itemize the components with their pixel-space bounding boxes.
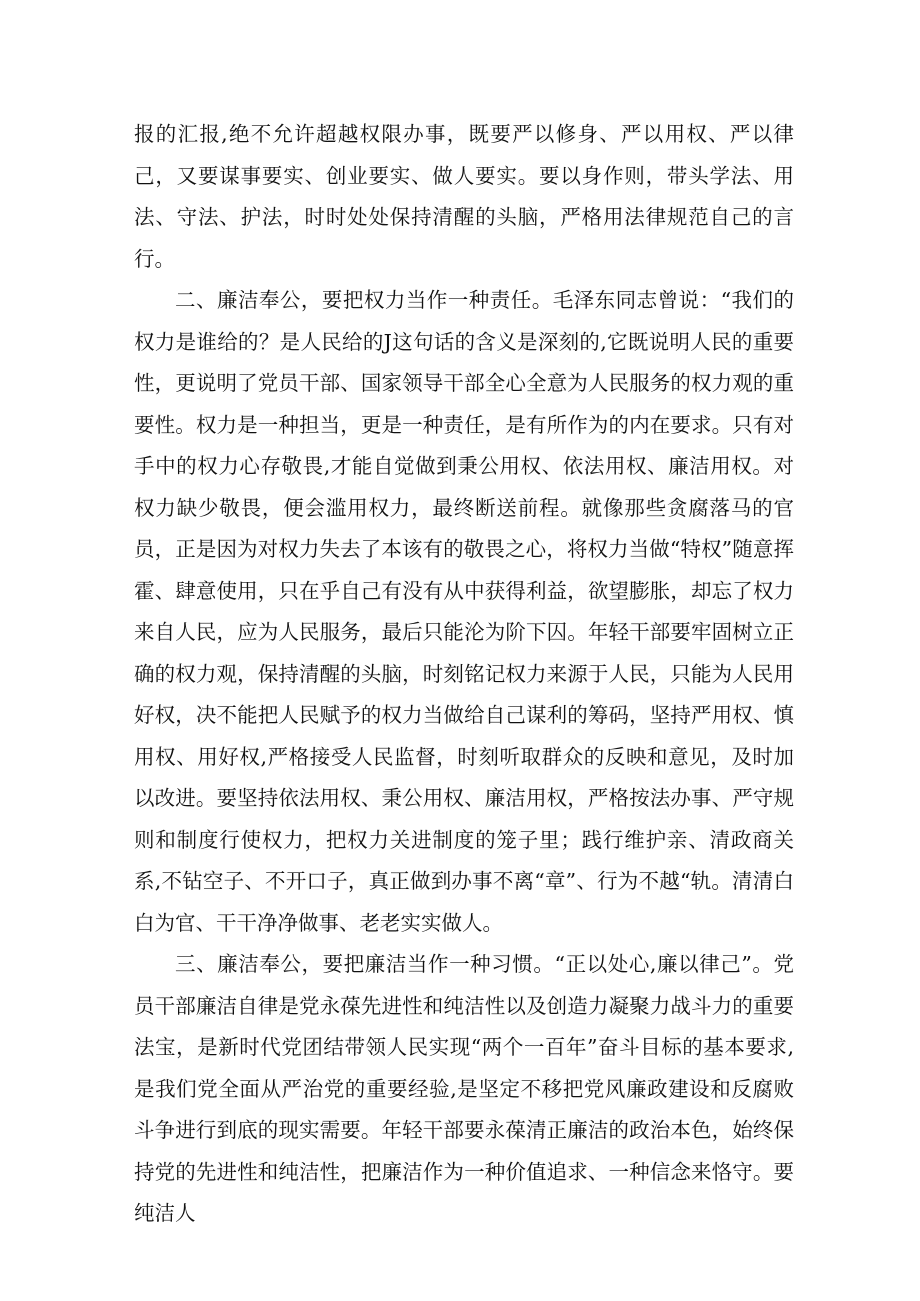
document-body — [134, 114, 794, 1235]
paragraph-1: 报的汇报,绝不允许超越权限办事，既要严以修身、严以用权、严以律己，又要谋事要实、创业要实、做人要实。要以身作则，带头学法、用法、守法、护法，时时处处保持清醒的头脑，严格用法律规范自己的言行。 — [134, 122, 794, 271]
paragraph-3: 三、廉洁奉公，要把廉洁当作一种习惯。“正以处心,廉以律己”。党员干部廉洁自律是党永葆先进性和纯洁性以及创造力凝聚力战斗力的重要法宝，是新时代党团结带领人民实现“两个一百年”奋斗目标的基本要求,是我们党全面从严治党的重要经验,是坚定不移把党风廉政建设和反腐败斗争进行到底的现实需要。年轻干部要永葆清正廉洁的政治本色，始终保持党的先进性和纯洁性，把廉洁作为一种价值追求、一种信念来恪守。要纯洁人 — [134, 952, 794, 1225]
paragraph-2: 二、廉洁奉公，要把权力当作一种责任。毛泽东同志曾说：“我们的权力是谁给的？是人民给的J这句话的含义是深刻的,它既说明人民的重要性，更说明了党员干部、国家领导干部全心全意为人民服务的权力观的重要性。权力是一种担当，更是一种责任，是有所作为的内在要求。只有对手中的权力心存敬畏,才能自觉做到秉公用权、依法用权、廉洁用权。对权力缺少敬畏，便会滥用权力，最终断送前程。就像那些贪腐落马的官员，正是因为对权力失去了本该有的敬畏之心，将权力当做“特权”随意挥霍、肆意使用，只在乎自己有没有从中获得利益，欲望膨胀，却忘了权力来自人民，应为人民服务，最后只能沦为阶下囚。年轻干部要牢固树立正确的权力观，保持清醒的头脑，时刻铭记权力来源于人民，只能为人民用好权，决不能把人民赋予的权力当做给自己谋利的筹码，坚持严用权、慎用权、用好权,严格接受人民监督，时刻听取群众的反映和意见，及时加以改进。要坚持依法用权、秉公用权、廉洁用权，严格按法办事、严守规则和制度行使权力，把权力关进制度的笼子里；践行维护亲、清政商关系,不钻空子、不开口子，真正做到办事不离“章”、行为不越“轨。清清白白为官、干干净净做事、老老实实做人。 — [134, 288, 794, 935]
